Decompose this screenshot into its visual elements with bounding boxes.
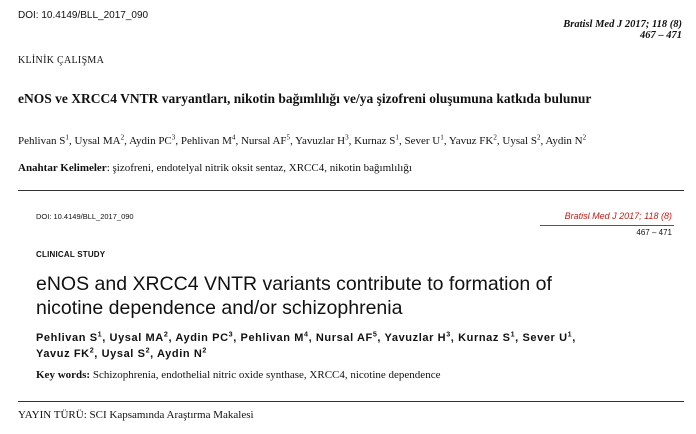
tr-article-title: eNOS ve XRCC4 VNTR varyantları, nikotin bağımlılığı ve/ya şizofreni oluşumuna katkıda bulunur xyxy=(18,91,592,106)
author: Sever $U^1$ xyxy=(404,133,444,147)
author-affiliation: 5 xyxy=(286,133,291,142)
publication-type: YAYIN TÜRÜ: SCI Kapsamında Araştırma Makalesi xyxy=(18,409,254,421)
en-keywords-text: Schizophrenia, endothelial nitric oxide synthase, XRCC4, nicotine dependence xyxy=(90,369,441,381)
author: Nursal $AF^5$ xyxy=(240,133,291,147)
author-affiliation: 2 xyxy=(145,346,151,355)
author: Aydin $N^2$ xyxy=(157,346,207,360)
author-affiliation: 2 xyxy=(120,133,125,142)
en-authors-line: Pehlivan $S^1$, Uysal $MA^2$, Aydin $PC^3$, Pehlivan $M^4$, Nursal $AF^5$, Yavuzlar $H^3$, Kurnaz $S^1$, Sever $U^1$, xyxy=(36,330,576,344)
author: Kurnaz $S^1$ xyxy=(354,133,399,147)
author-affiliation: 3 xyxy=(446,330,451,339)
en-journal-name: Bratisl Med J 2017; 118 (8) xyxy=(564,211,672,221)
footer-divider xyxy=(18,401,684,402)
author: Uysal $S^2$ xyxy=(101,346,151,360)
author: Aydin $N^2$ xyxy=(545,133,587,147)
tr-journal-citation xyxy=(563,19,682,41)
author-affiliation: 2 xyxy=(536,133,541,142)
author: Pehlivan $M^4$ xyxy=(240,330,309,344)
author: Yavuzlar $H^3$ xyxy=(384,330,451,344)
en-keywords-label: Key words: xyxy=(36,369,91,381)
author: Yavuzlar $H^3$ xyxy=(295,133,349,147)
author: Uysal $S^2$ xyxy=(502,133,541,147)
author: Pehlivan $M^4$ xyxy=(180,133,236,147)
tr-keywords-label: Anahtar Kelimeler xyxy=(18,162,107,174)
en-article-title xyxy=(36,272,552,320)
en-title-line: nicotine dependence and/or schizophrenia xyxy=(36,297,403,319)
en-doi: DOI: 10.4149/BLL_2017_090 xyxy=(36,212,134,221)
author: Uysal $MA^2$ xyxy=(74,133,125,147)
tr-article-type: KLİNİK ÇALIŞMA xyxy=(18,55,105,66)
en-title-line: eNOS and XRCC4 VNTR variants contribute to formation of xyxy=(36,273,552,295)
author-affiliation: 2 xyxy=(163,330,169,339)
author: Sever $U^1$ xyxy=(522,330,573,344)
author: Aydin $PC^3$ xyxy=(175,330,234,344)
author-affiliation: 1 xyxy=(440,133,444,142)
author-affiliation: 1 xyxy=(97,330,103,339)
author-affiliation: 2 xyxy=(582,133,587,142)
author-affiliation: 2 xyxy=(493,133,497,142)
author-affiliation: 4 xyxy=(231,133,236,142)
author: Pehlivan $S^1$ xyxy=(36,330,103,344)
author: Uysal $MA^2$ xyxy=(109,330,169,344)
author: Nursal $AF^5$ xyxy=(315,330,378,344)
tr-keywords-text: : şizofreni, endotelyal nitrik oksit sentaz, XRCC4, nikotin bağımlılığı xyxy=(106,162,412,174)
author-affiliation: 1 xyxy=(395,133,399,142)
author-affiliation: 3 xyxy=(345,133,349,142)
tr-keywords xyxy=(18,162,412,174)
en-authors-line: Yavuz $FK^2$, Uysal $S^2$, Aydin $N^2$ xyxy=(36,346,207,360)
author-affiliation: 2 xyxy=(89,346,95,355)
author-affiliation: 5 xyxy=(372,330,378,339)
tr-doi: DOI: 10.4149/BLL_2017_090 xyxy=(18,10,149,21)
author: Yavuz $FK^2$ xyxy=(36,346,95,360)
section-divider xyxy=(18,190,684,191)
author: Yavuz $FK^2$ xyxy=(448,133,497,147)
en-article-type: CLINICAL STUDY xyxy=(36,250,106,259)
author: Pehlivan $S^1$ xyxy=(18,133,69,147)
en-journal-rule xyxy=(540,225,674,226)
author: Aydin $PC^3$ xyxy=(129,133,176,147)
author: Kurnaz $S^1$ xyxy=(458,330,516,344)
en-keywords xyxy=(36,369,440,381)
author-affiliation: 2 xyxy=(202,346,207,355)
tr-author-list: Pehlivan $S^1$, Uysal $MA^2$, Aydin $PC^3$, Pehlivan $M^4$, Nursal $AF^5$, Yavuzlar $H^3$, Kurnaz $S^1$, Sever $U^1$, Yavuz $FK^2$, Uysal $S^2$, Aydin $N^2$ xyxy=(18,133,587,147)
en-journal-pages: 467 – 471 xyxy=(636,228,672,237)
author-affiliation: 3 xyxy=(228,330,234,339)
author-affiliation: 1 xyxy=(65,133,69,142)
tr-journal-pages: 467 – 471 xyxy=(640,30,682,41)
en-author-list xyxy=(36,330,576,362)
author-affiliation: 1 xyxy=(567,330,573,339)
tr-journal-name: Bratisl Med J 2017; 118 (8) xyxy=(563,19,682,30)
author-affiliation: 4 xyxy=(304,330,309,339)
author-affiliation: 1 xyxy=(510,330,516,339)
author-affiliation: 3 xyxy=(171,133,176,142)
